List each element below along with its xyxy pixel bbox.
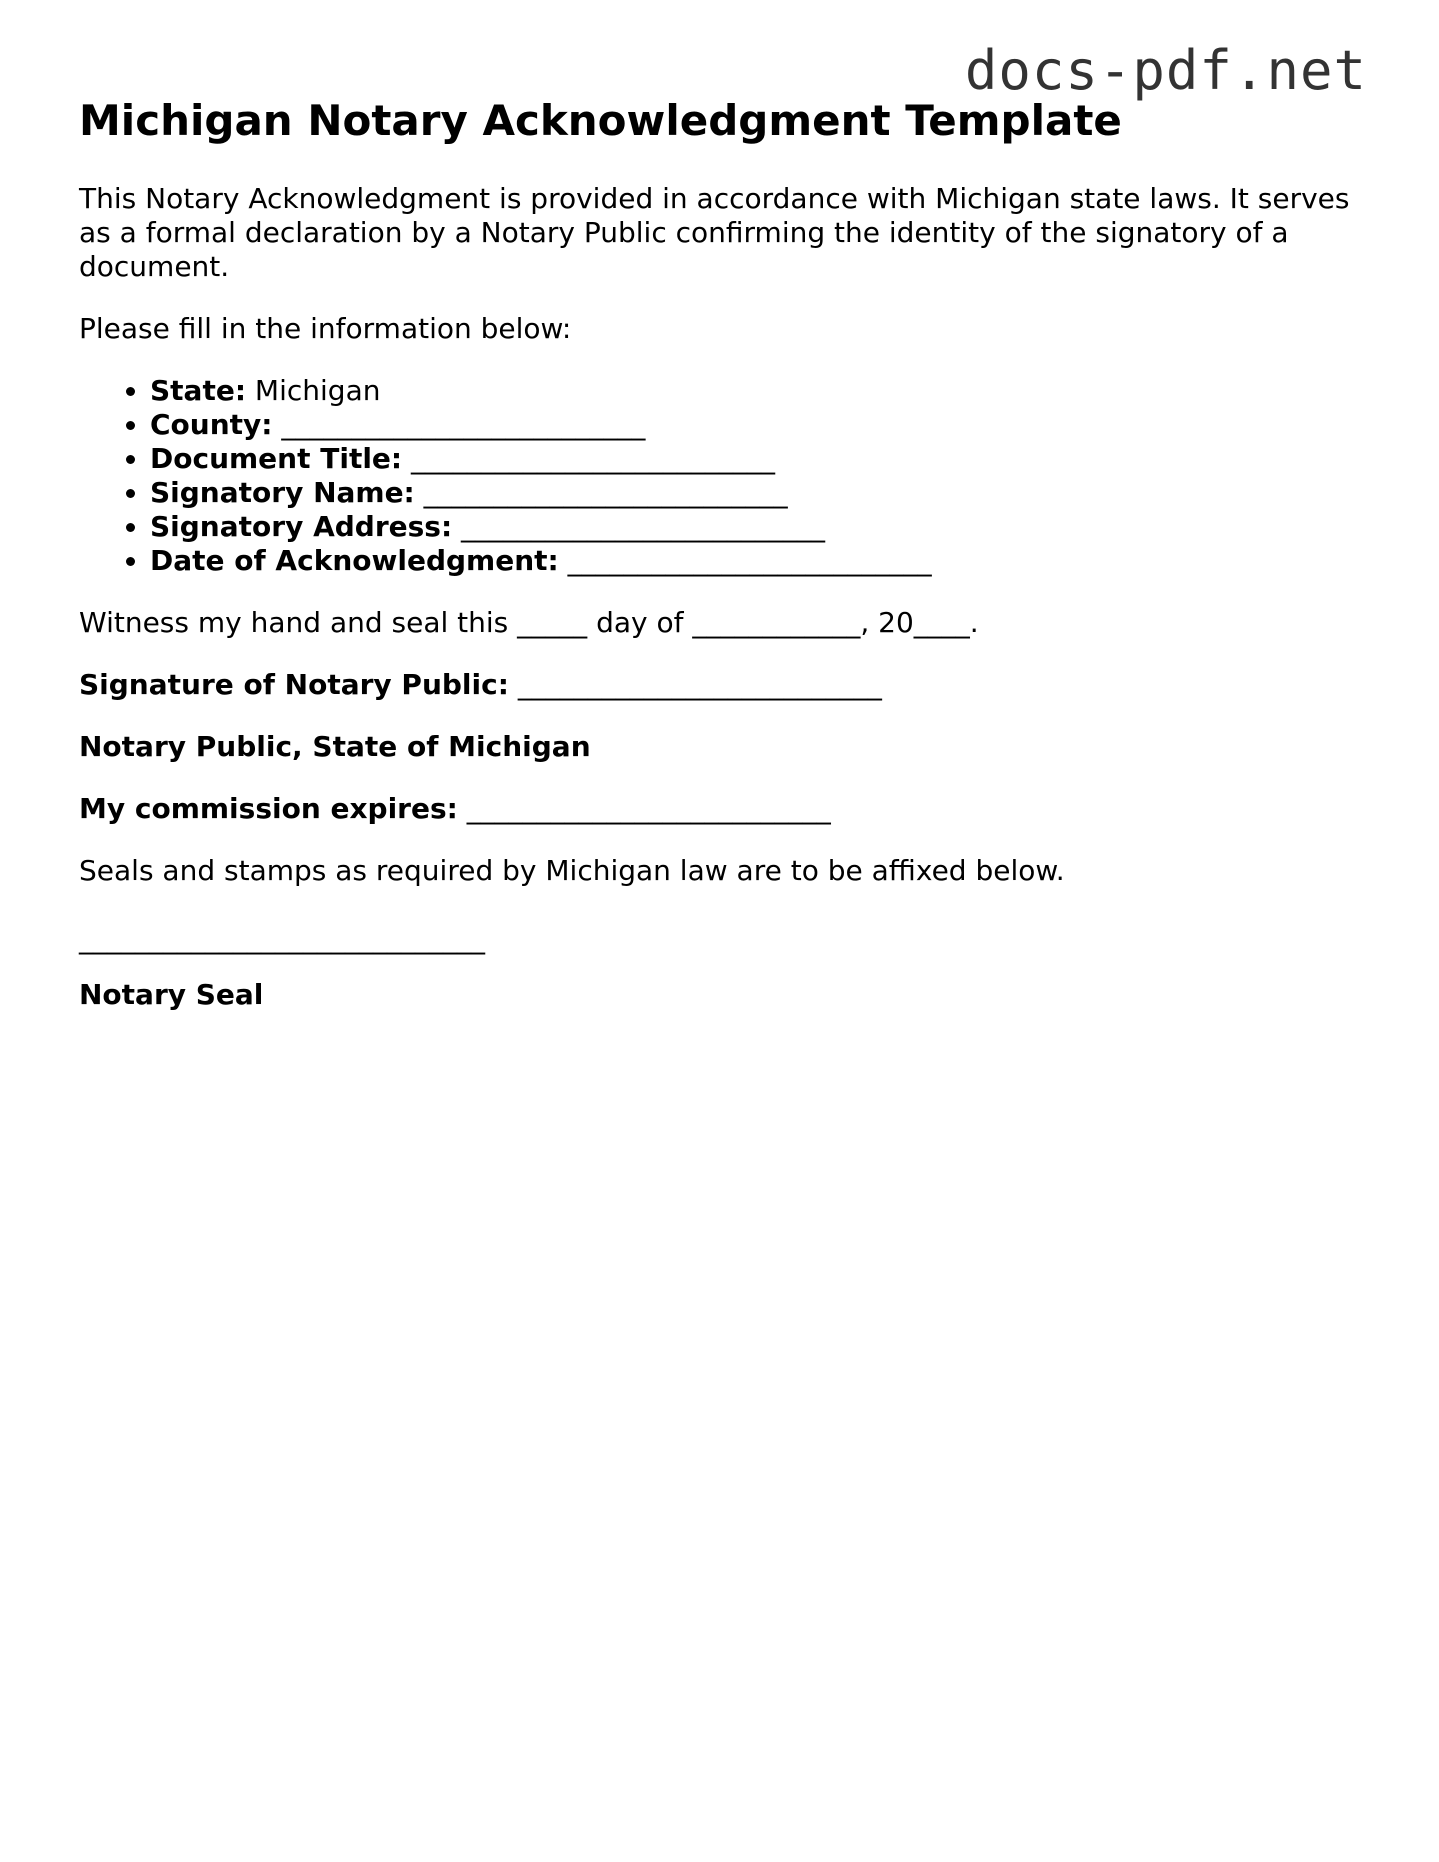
- field-label: Signatory Name:: [150, 476, 415, 510]
- field-label: County:: [150, 408, 273, 442]
- field-value: __________________________: [272, 408, 646, 442]
- seal-signature-line: _____________________________: [79, 922, 485, 956]
- field-county: [150, 408, 1369, 442]
- instruction-text: Please fill in the information below:: [79, 312, 572, 346]
- field-value: __________________________: [402, 442, 776, 476]
- witness-statement: Witness my hand and seal this _____ day of ____________, 20____.: [79, 606, 979, 640]
- watermark: docs-pdf.net: [964, 39, 1367, 102]
- signature-blank: __________________________: [508, 668, 882, 702]
- field-value: __________________________: [414, 476, 788, 510]
- field-state: [150, 374, 1369, 408]
- signature-label: Signature of Notary Public:: [79, 668, 509, 702]
- notary-seal-label: Notary Seal: [79, 978, 264, 1012]
- commission-blank: __________________________: [457, 792, 831, 826]
- field-label: State:: [150, 374, 247, 408]
- field-document-title: [150, 442, 1369, 476]
- field-date-of-acknowledgment: [150, 544, 1369, 578]
- seals-note: Seals and stamps as required by Michigan law are to be affixed below.: [79, 854, 1065, 888]
- notary-seal-heading: [79, 978, 1369, 1012]
- document-page: [79, 96, 1369, 1040]
- field-value: Michigan: [246, 374, 381, 408]
- notary-public-heading: [79, 730, 1369, 764]
- field-value: __________________________: [558, 544, 932, 578]
- commission-line: [79, 792, 1369, 826]
- field-label: Date of Acknowledgment:: [150, 544, 559, 578]
- field-value: __________________________: [452, 510, 826, 544]
- info-fields-list: [79, 374, 1369, 578]
- field-label: Signatory Address:: [150, 510, 453, 544]
- field-label: Document Title:: [150, 442, 403, 476]
- notary-signature-line: [79, 668, 1369, 702]
- field-signatory-name: [150, 476, 1369, 510]
- field-signatory-address: [150, 510, 1369, 544]
- commission-label: My commission expires:: [79, 792, 458, 826]
- document-title: Michigan Notary Acknowledgment Template: [79, 96, 1122, 145]
- intro-paragraph: This Notary Acknowledgment is provided in accordance with Michigan state laws. It serves as a formal declaration by a Notary Public confirming the identity of the signatory of a document.: [79, 182, 1350, 284]
- notary-public-text: Notary Public, State of Michigan: [79, 730, 591, 764]
